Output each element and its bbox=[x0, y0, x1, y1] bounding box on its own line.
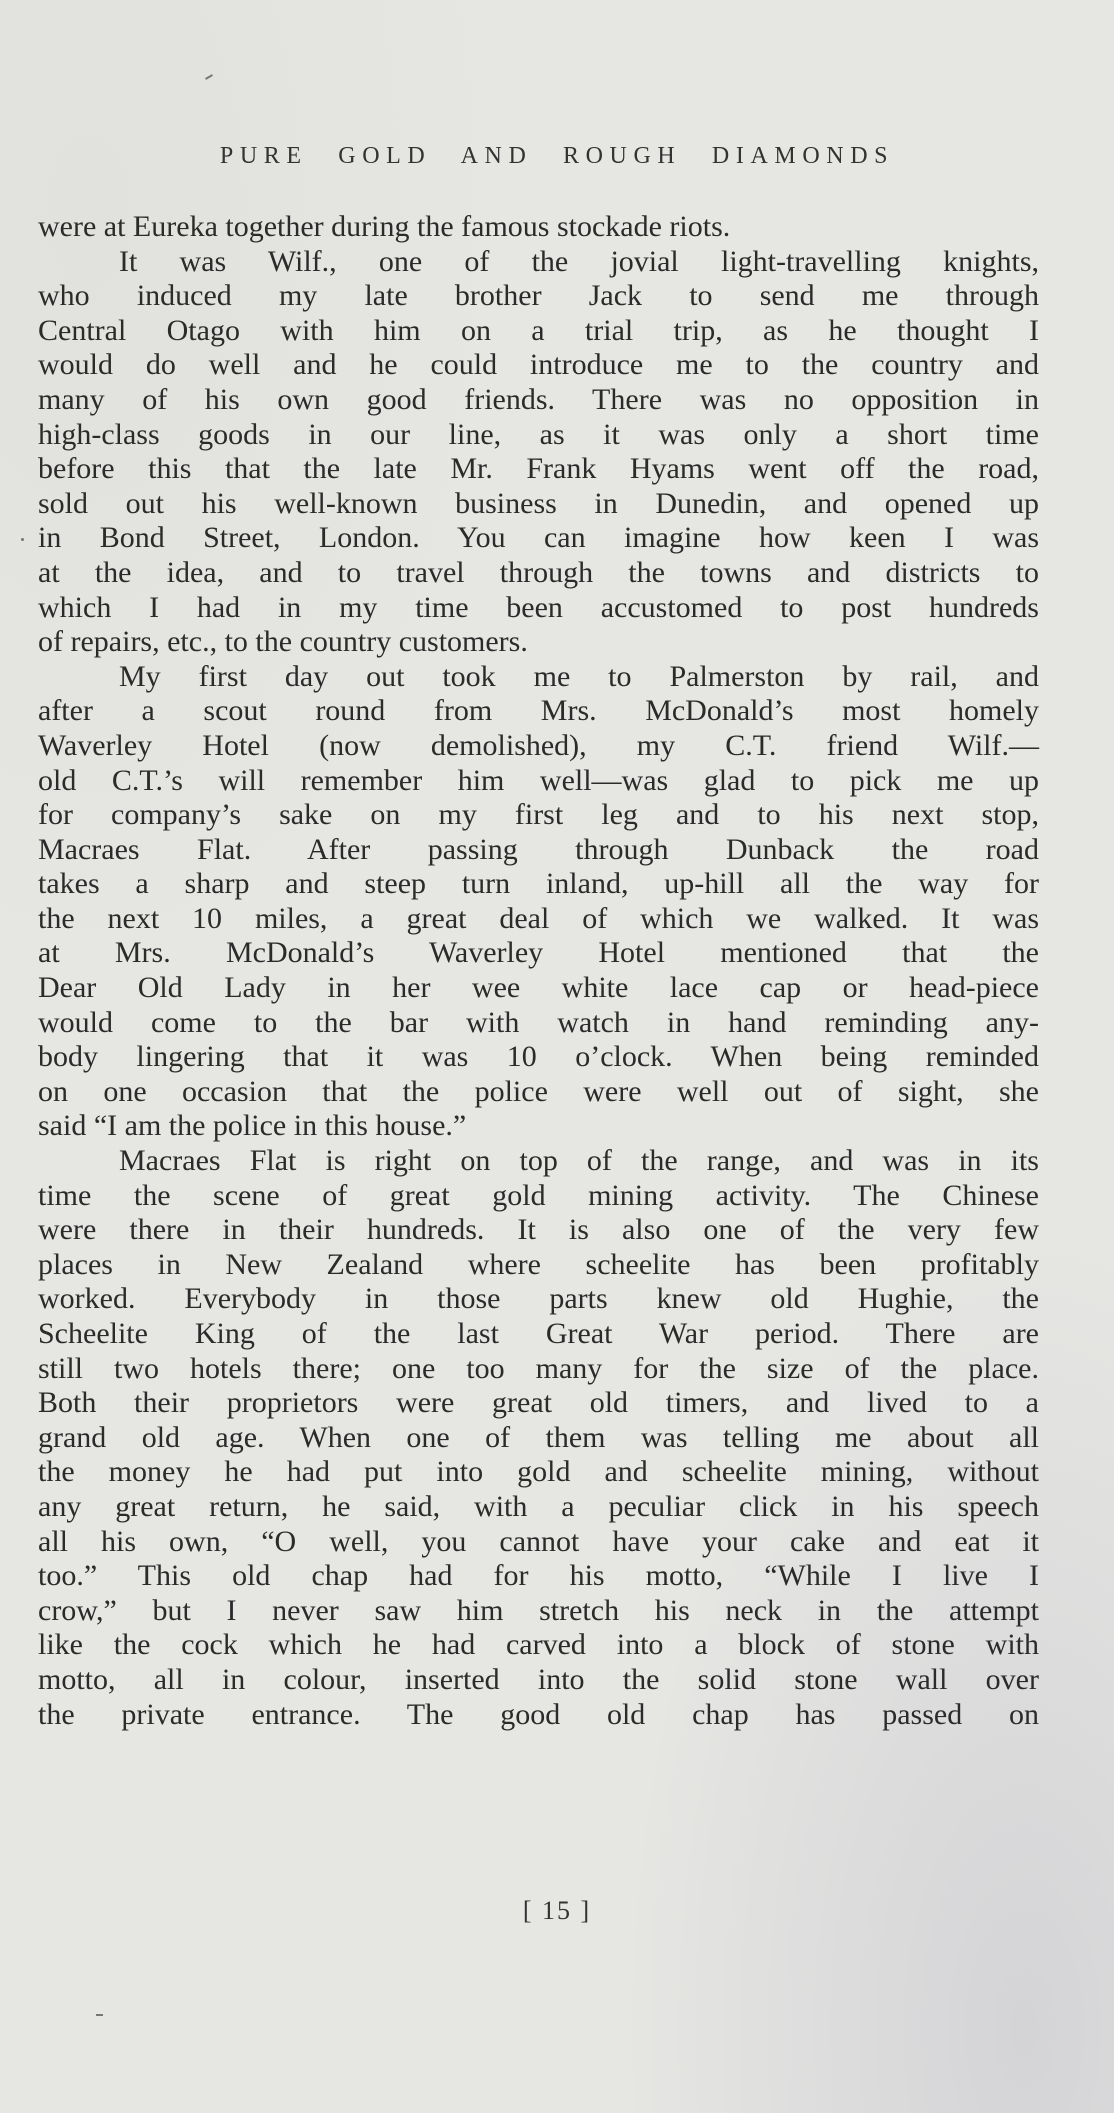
text-line: who induced my late brother Jack to send me through bbox=[38, 279, 1039, 313]
running-head: PURE GOLD AND ROUGH DIAMONDS bbox=[219, 143, 895, 169]
text-line: like the cock which he had carved into a block of stone with bbox=[38, 1628, 1039, 1662]
text-line: any great return, he said, with a peculiar click in his speech bbox=[38, 1489, 1039, 1523]
text-line: at the idea, and to travel through the towns and districts to bbox=[38, 555, 1039, 589]
text-line: were at Eureka together during the famous stockade riots. bbox=[38, 210, 731, 243]
text-line: the money he had put into gold and scheelite mining, without bbox=[38, 1455, 1039, 1489]
text-line: before this that the late Mr. Frank Hyams went off the road, bbox=[38, 452, 1039, 486]
text-line: said “I am the police in this house.” bbox=[38, 1109, 467, 1143]
text-line: Macraes Flat is right on top of the range, and was in its bbox=[119, 1144, 1039, 1178]
text-line: motto, all in colour, inserted into the solid stone wall over bbox=[38, 1662, 1039, 1696]
text-line: body lingering that it was 10 o’clock. When being reminded bbox=[38, 1040, 1039, 1074]
text-line: My first day out took me to Palmerston by rail, and bbox=[119, 659, 1039, 693]
text-line: the next 10 miles, a great deal of which we walked. It was bbox=[38, 901, 1039, 935]
text-line: the private entrance. The good old chap has passed on bbox=[38, 1697, 1039, 1731]
text-line: too.” This old chap had for his motto, “While I live I bbox=[38, 1559, 1039, 1593]
text-line: Macraes Flat. After passing through Dunback the road bbox=[38, 832, 1039, 866]
text-line: takes a sharp and steep turn inland, up-hill all the way for bbox=[38, 867, 1039, 901]
text-line: places in New Zealand where scheelite has been profitably bbox=[38, 1247, 1039, 1281]
text-line: high-class goods in our line, as it was only a short time bbox=[38, 417, 1039, 451]
text-line: many of his own good friends. There was no opposition in bbox=[38, 382, 1039, 416]
ink-mark bbox=[21, 538, 24, 541]
ink-mark bbox=[205, 74, 213, 80]
text-line: Dear Old Lady in her wee white lace cap or head-piece bbox=[38, 971, 1039, 1005]
text-line: which I had in my time been accustomed to post hundreds bbox=[38, 590, 1039, 624]
text-line: in Bond Street, London. You can imagine how keen I was bbox=[38, 521, 1039, 555]
text-line: still two hotels there; one too many for the size of the place. bbox=[38, 1351, 1039, 1385]
text-line: after a scout round from Mrs. McDonald’s most homely bbox=[38, 694, 1039, 728]
ink-mark bbox=[96, 2014, 103, 2016]
text-line: on one occasion that the police were well out of sight, she bbox=[38, 1074, 1039, 1108]
text-line: grand old age. When one of them was telling me about all bbox=[38, 1420, 1039, 1454]
body-text bbox=[38, 210, 1039, 1732]
page-number: [ 15 ] bbox=[522, 1896, 592, 1925]
text-line: would come to the bar with watch in hand reminding any- bbox=[38, 1005, 1039, 1039]
text-line: for company’s sake on my first leg and to his next stop, bbox=[38, 798, 1039, 832]
text-line: at Mrs. McDonald’s Waverley Hotel mentioned that the bbox=[38, 936, 1039, 970]
text-line: would do well and he could introduce me to the country and bbox=[38, 348, 1039, 382]
text-line: Central Otago with him on a trial trip, as he thought I bbox=[38, 313, 1039, 347]
text-line: all his own, “O well, you cannot have your cake and eat it bbox=[38, 1524, 1039, 1558]
text-line: crow,” but I never saw him stretch his neck in the attempt bbox=[38, 1593, 1039, 1627]
text-line: time the scene of great gold mining activity. The Chinese bbox=[38, 1178, 1039, 1212]
text-line: old C.T.’s will remember him well—was glad to pick me up bbox=[38, 763, 1039, 797]
text-line: were there in their hundreds. It is also one of the very few bbox=[38, 1213, 1039, 1247]
text-line: Both their proprietors were great old timers, and lived to a bbox=[38, 1386, 1039, 1420]
text-line: worked. Everybody in those parts knew old Hughie, the bbox=[38, 1282, 1039, 1316]
text-line: of repairs, etc., to the country customers. bbox=[38, 625, 528, 659]
text-line: It was Wilf., one of the jovial light-travelling knights, bbox=[119, 244, 1039, 278]
text-line: sold out his well-known business in Dunedin, and opened up bbox=[38, 486, 1039, 520]
text-line: Scheelite King of the last Great War period. There are bbox=[38, 1317, 1039, 1350]
text-line: Waverley Hotel (now demolished), my C.T. friend Wilf.— bbox=[38, 728, 1039, 762]
